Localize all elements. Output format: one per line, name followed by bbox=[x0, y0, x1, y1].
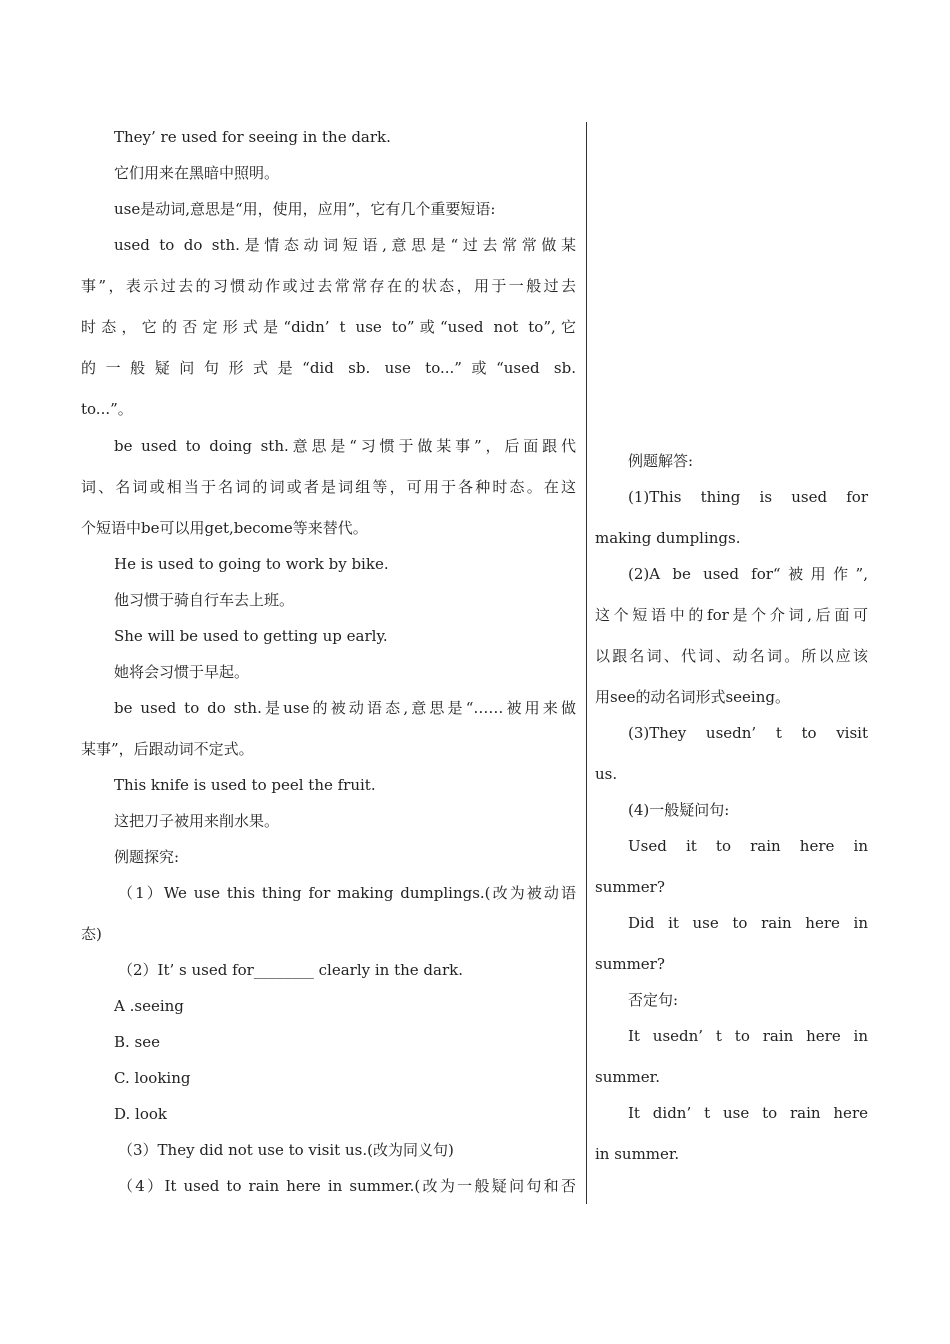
text-line: 个短语中be可以用get,become等来替代。 bbox=[81, 519, 368, 537]
text-line: 这个短语中的for是个介词,后面可 bbox=[595, 606, 868, 624]
text-line: C. looking bbox=[114, 1069, 191, 1087]
text-line: 的一般疑问句形式是“did sb. use to...”或“used sb. bbox=[81, 359, 576, 377]
text-line: 用see的动名词形式seeing。 bbox=[595, 688, 790, 706]
text-line: It usedn’ t to rain here in bbox=[628, 1027, 868, 1045]
text-line: （2）It’ s used for________ clearly in the dark. bbox=[118, 961, 463, 979]
text-line: to...”。 bbox=[81, 400, 133, 418]
text-line: A .seeing bbox=[114, 997, 184, 1015]
text-line: 他习惯于骑自行车去上班。 bbox=[114, 591, 295, 609]
column-divider bbox=[586, 122, 587, 1204]
text-line: 态) bbox=[81, 925, 102, 943]
text-line: （3）They did not use to visit us.(改为同义句) bbox=[118, 1141, 454, 1159]
text-line: Used it to rain here in bbox=[628, 837, 868, 855]
text-line: be used to do sth.是use的被动语态,意思是“……被用来做 bbox=[114, 699, 576, 717]
text-line: She will be used to getting up early. bbox=[114, 627, 388, 645]
text-line: Did it use to rain here in bbox=[628, 914, 868, 932]
text-line: (2)A be used for“被用作”, bbox=[628, 565, 868, 583]
text-line: 她将会习惯于早起。 bbox=[114, 663, 250, 681]
text-line: use是动词,意思是“用，使用，应用”，它有几个重要短语: bbox=[114, 200, 496, 218]
text-line: D. look bbox=[114, 1105, 167, 1123]
text-line: 以跟名词、代词、动名词。所以应该 bbox=[595, 647, 868, 665]
text-line: be used to doing sth.意思是“习惯于做某事”，后面跟代 bbox=[114, 437, 576, 455]
text-line: 例题探究: bbox=[114, 848, 180, 866]
text-line: 它们用来在黑暗中照明。 bbox=[114, 164, 280, 182]
text-line: They’ re used for seeing in the dark. bbox=[114, 128, 391, 146]
text-line: 某事”，后跟动词不定式。 bbox=[81, 740, 254, 758]
text-line: (4)一般疑问句: bbox=[628, 801, 730, 819]
text-line: (3)They usedn’ t to visit bbox=[628, 724, 868, 742]
text-line: （4）It used to rain here in summer.(改为一般疑问句和否 bbox=[118, 1177, 576, 1195]
text-line: B. see bbox=[114, 1033, 161, 1051]
text-line: 时态，它的否定形式是“didn’ t use to”或“used not to”,它 bbox=[81, 318, 576, 336]
text-line: summer? bbox=[595, 955, 665, 973]
text-line: 事”，表示过去的习惯动作或过去常常存在的状态，用于一般过去 bbox=[81, 277, 576, 295]
text-line: He is used to going to work by bike. bbox=[114, 555, 389, 573]
text-line: (1)This thing is used for bbox=[628, 488, 868, 506]
text-line: This knife is used to peel the fruit. bbox=[114, 776, 376, 794]
text-line: summer. bbox=[595, 1068, 660, 1086]
text-line: summer? bbox=[595, 878, 665, 896]
text-line: 这把刀子被用来削水果。 bbox=[114, 812, 280, 830]
text-line: 否定句: bbox=[628, 991, 679, 1009]
text-line: 词、名词或相当于名词的词或者是词组等，可用于各种时态。在这 bbox=[81, 478, 576, 496]
text-line: in summer. bbox=[595, 1145, 680, 1163]
text-line: making dumplings. bbox=[595, 529, 741, 547]
text-line: us. bbox=[595, 765, 618, 783]
text-line: It didn’ t use to rain here bbox=[628, 1104, 868, 1122]
text-line: （1）We use this thing for making dumplings.(改为被动语 bbox=[118, 884, 576, 902]
text-line: used to do sth.是情态动词短语,意思是“过去常常做某 bbox=[114, 236, 576, 254]
text-line: 例题解答: bbox=[628, 452, 694, 470]
